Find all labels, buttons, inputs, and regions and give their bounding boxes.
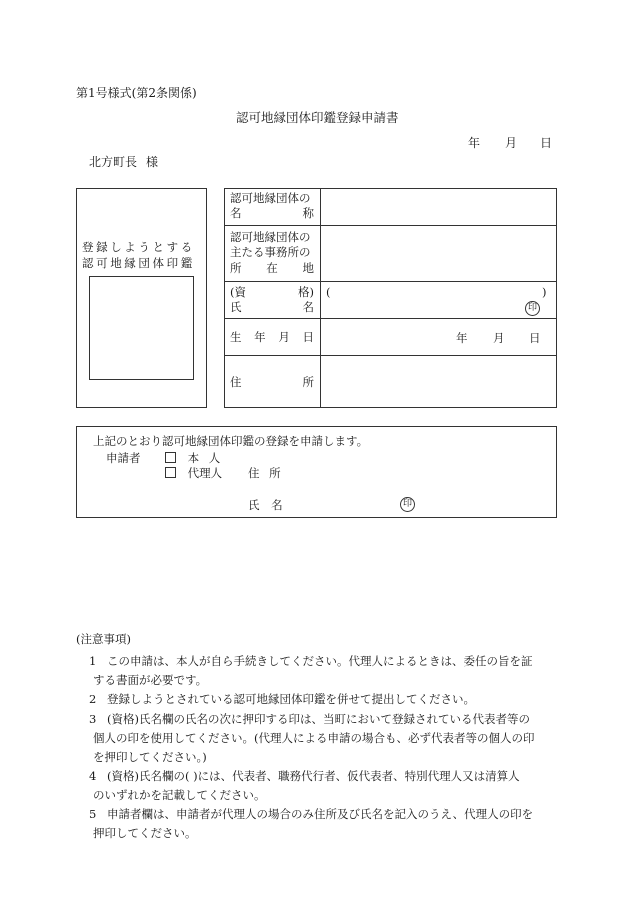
note-3-line1: (資格)氏名欄の氏名の次に押印する印は、当町において登録されている代表者等の [107, 712, 530, 726]
form-title: 認可地縁団体印鑑登録申請書 [236, 110, 399, 125]
name-char-2: 名 [302, 300, 314, 314]
seal-box-label-line2: 認可地縁団体印鑑 [82, 256, 195, 270]
birth-char-3: 月 [278, 330, 290, 344]
birthdate-field[interactable] [322, 319, 555, 354]
representative-seal-mark: 印 [525, 301, 540, 316]
org-name-label-line1: 認可地縁団体の [230, 191, 311, 205]
agent-name-field[interactable] [290, 495, 390, 511]
application-statement: 上記のとおり認可地縁団体印鑑の登録を申請します。 [93, 434, 369, 448]
seal-impression-area[interactable] [89, 276, 194, 380]
birth-char-4: 日 [302, 330, 314, 344]
birth-char-2: 年 [254, 330, 266, 344]
office-label-line3 [230, 261, 314, 276]
office-label-line1: 認可地縁団体の [230, 230, 311, 244]
qualification-part-1: (資 [230, 285, 246, 299]
org-name-char-2: 称 [302, 206, 314, 220]
qualification-close-paren: ) [542, 285, 547, 299]
org-name-char-1: 名 [230, 206, 242, 220]
date-year-label: 年 [468, 136, 481, 150]
note-4-number: 4 [89, 769, 97, 783]
self-checkbox[interactable] [165, 452, 176, 463]
office-address-field[interactable] [322, 226, 555, 280]
representative-name-label [230, 300, 314, 315]
qualification-label [230, 285, 314, 300]
org-name-field[interactable] [322, 189, 555, 224]
note-5-line1: 申請者欄は、申請者が代理人の場合のみ住所及び氏名を記入のうえ、代理人の印を [107, 807, 534, 821]
qualification-part-2: 格) [298, 285, 314, 299]
agent-checkbox[interactable] [165, 467, 176, 478]
address-label [230, 375, 314, 390]
address-char-1: 住 [230, 375, 242, 389]
office-char-1: 所 [230, 261, 242, 275]
option-agent[interactable] [165, 465, 222, 481]
representative-name-field[interactable] [322, 300, 522, 316]
note-1-line2: する書面が必要です。 [93, 673, 208, 687]
note-4-line2: のいずれかを記載してください。 [93, 788, 266, 802]
note-3-number: 3 [89, 712, 97, 726]
option-self-label: 本 人 [187, 451, 224, 465]
notes-heading: (注意事項) [76, 632, 131, 646]
note-1-line1: この申請は、本人が自ら手続きしてください。代理人によるときは、委任の旨を証 [107, 654, 533, 668]
agent-seal-mark: 印 [400, 497, 415, 512]
seal-box-label-line1: 登録しようとする [82, 240, 195, 254]
date-month-label: 月 [505, 136, 518, 150]
birth-char-1: 生 [230, 330, 242, 344]
address-char-2: 所 [302, 375, 314, 389]
office-label-line2: 主たる事務所の [230, 245, 311, 259]
note-4-line1: (資格)氏名欄の( )には、代表者、職務代行者、仮代表者、特別代理人又は清算人 [107, 769, 520, 783]
form-number: 第1号様式(第2条関係) [76, 86, 197, 100]
qualification-field[interactable] [332, 283, 537, 299]
birth-month-label: 月 [493, 331, 505, 345]
date-day-label: 日 [540, 136, 553, 150]
agent-address-field[interactable] [290, 463, 540, 479]
org-name-label-line2 [230, 206, 314, 221]
note-5-number: 5 [89, 807, 97, 821]
note-2-number: 2 [89, 692, 97, 706]
agent-name-label: 氏 名 [248, 498, 287, 512]
note-3-line3: を押印してください。) [93, 750, 207, 764]
office-char-3: 地 [302, 261, 314, 275]
option-agent-label: 代理人 [187, 466, 223, 480]
addressee-suffix: 様 [146, 155, 159, 169]
qualification-open-paren: ( [326, 285, 331, 299]
note-1-number: 1 [89, 654, 97, 668]
addressee: 北方町長 [89, 155, 138, 169]
birthdate-label [230, 330, 314, 345]
name-char-1: 氏 [230, 300, 242, 314]
birth-day-label: 日 [529, 331, 541, 345]
table-column-divider [320, 188, 321, 408]
office-char-2: 在 [266, 261, 278, 275]
note-5-line2: 押印してください。 [93, 826, 197, 840]
address-field[interactable] [322, 356, 555, 407]
applicant-label: 申請者 [106, 451, 141, 465]
birth-year-label: 年 [456, 331, 468, 345]
option-self[interactable] [165, 450, 223, 466]
agent-address-label: 住 所 [248, 466, 284, 480]
row-divider [224, 281, 557, 282]
note-2-line1: 登録しようとされている認可地縁団体印鑑を併せて提出してください。 [107, 692, 475, 706]
note-3-line2: 個人の印を使用してください。(代理人による申請の場合も、必ず代表者等の個人の印 [93, 731, 535, 745]
